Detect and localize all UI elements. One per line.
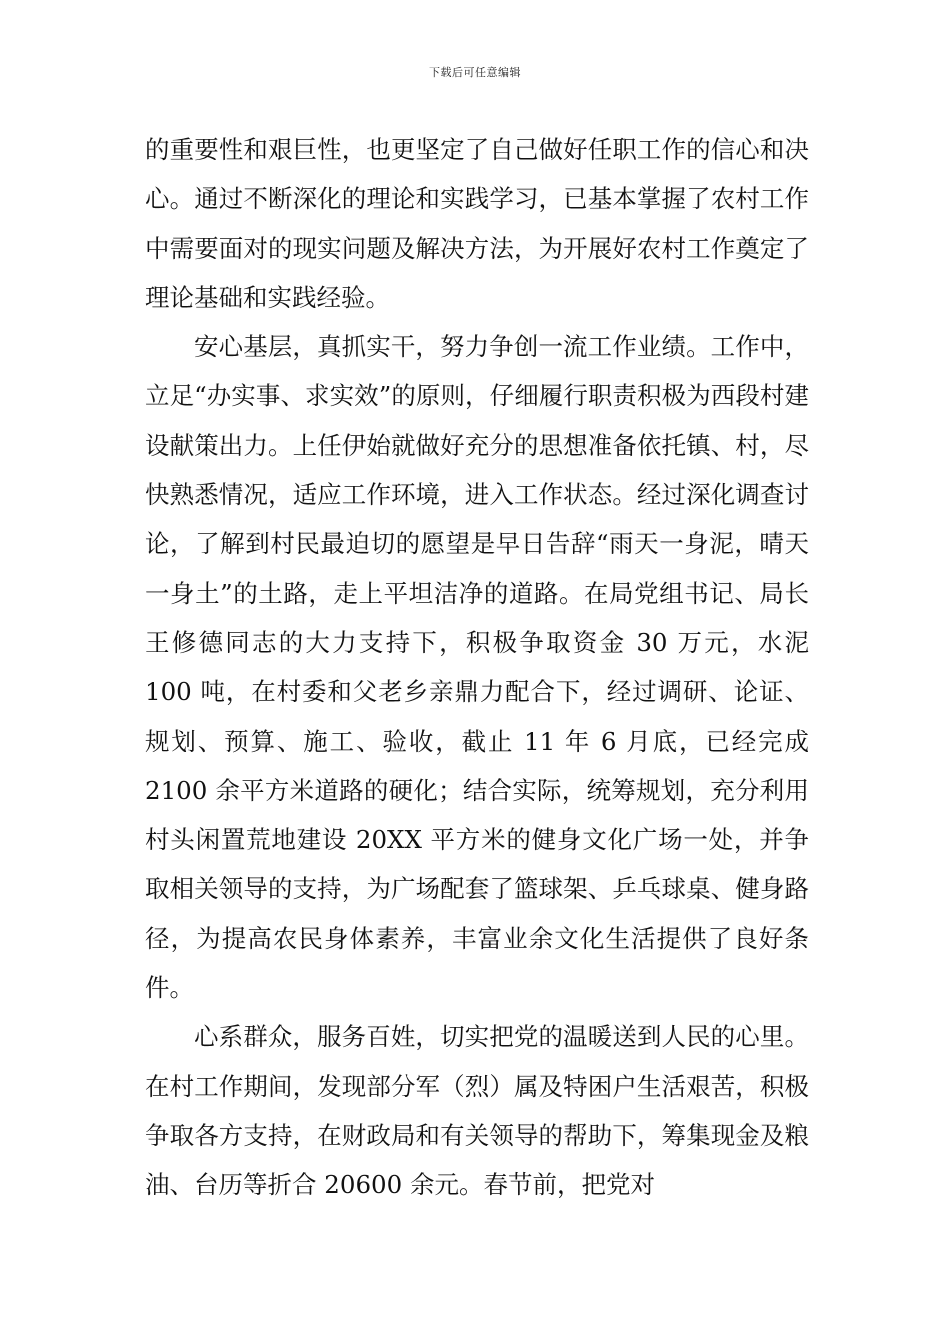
paragraph-2: 安心基层，真抓实干，努力争创一流工作业绩。工作中，立足“办实事、求实效”的原则，仔细履行职责积极为西段村建设献策出力。上任伊始就做好充分的思想准备依托镇、村，尽快熟悉情况，适应工作环境，进入工作状态。经过深化调查讨论，了解到村民最迫切的愿望是早日告辞“雨天一身泥，晴天一身土”的土路，走上平坦洁净的道路。在局党组书记、局长王修德同志的大力支持下，积极争取资金 30 万元，水泥 100 吨，在村委和父老乡亲鼎力配合下，经过调研、论证、规划、预算、施工、验收，截止 11 年 6 月底，已经完成 2100 余平方米道路的硬化；结合实际，统筹规划，充分利用村头闲置荒地建设 20XX 平方米的健身文化广场一处，并争取相关领导的支持，为广场配套了篮球架、乒乓球桌、健身路径，为提高农民身体素养，丰富业余文化生活提供了良好条件。	[145, 332, 809, 1003]
paragraph-1: 的重要性和艰巨性，也更坚定了自己做好任职工作的信心和决心。通过不断深化的理论和实践学习，已基本掌握了农村工作中需要面对的现实问题及解决方法，为开展好农村工作奠定了理论基础和实践经验。	[145, 135, 809, 312]
page-header: 下载后可任意编辑	[429, 66, 521, 79]
paragraph-3: 心系群众，服务百姓，切实把党的温暖送到人民的心里。在村工作期间，发现部分军（烈）属及特困户生活艰苦，积极争取各方支持，在财政局和有关领导的帮助下，筹集现金及粮油、台历等折合 20600 余元。春节前，把党对	[145, 1022, 809, 1200]
document-body	[145, 125, 809, 1210]
